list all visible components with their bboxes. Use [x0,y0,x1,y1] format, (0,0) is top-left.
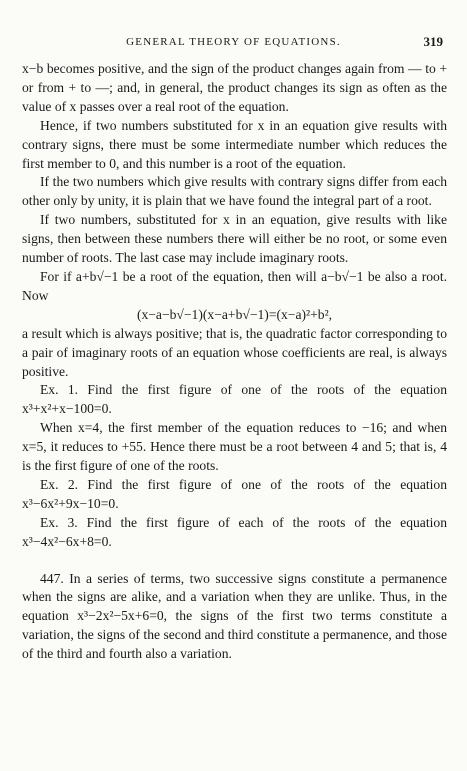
page-number: 319 [423,34,443,49]
page-header [0,34,467,52]
paragraph-contrary-signs: Hence, if two numbers substituted for x in an equation give results with contrary signs, there must be some intermediate number which reduces the first member to 0, and this number is a root of the equation. [22,117,447,171]
section-447: 447. In a series of terms, two successive signs constitute a permanence when the signs are alike, and a variation when they are unlike. Thus, in the equation x³−2x²−5x+6=0, the signs of the first two terms constitute a variation, the signs of the second and third constitute a permanence, and those of the third and fourth also a variation. [22,570,447,662]
example-1: Ex. 1. Find the first figure of one of the roots of the equation x³+x²+x−100=0. [22,382,447,417]
example-1-solution: When x=4, the first member of the equation reduces to −16; and when x=5, it reduces to +55. Hence there must be a root between 4 and 5; that is, 4 is the first figure of one of the roots. [22,420,447,474]
section-gap [22,552,447,570]
page-body [22,60,447,664]
running-head: GENERAL THEORY OF EQUATIONS. [126,36,341,48]
quadratic-factor-equation: (x−a−b√−1)(x−a+b√−1)=(x−a)²+b², [136,306,333,322]
paragraph-always-positive: a result which is always positive; that is, the quadratic factor corresponding to a pair of imaginary roots of an equation whose coefficients are real, is always positive. [22,325,447,379]
example-3: Ex. 3. Find the first figure of each of the roots of the equation x³−4x²−6x+8=0. [22,514,447,549]
example-2: Ex. 2. Find the first figure of one of the roots of the equation x³−6x²+9x−10=0. [22,476,447,511]
paragraph-like-signs: If two numbers, substituted for x in an equation, give results with like signs, then between these numbers there will either be no root, or some even number of roots. The last case may include imaginary roots. [22,212,447,266]
paragraph-integral-part: If the two numbers which give results with contrary signs differ from each other only by unity, it is plain that we have found the integral part of a root. [22,174,447,209]
paragraph-product-sign: x−b becomes positive, and the sign of the product changes again from — to + or from + to —; and, in general, the product changes its sign as often as the value of x passes over a real root of the equation. [22,61,447,114]
paragraph-imaginary-root: For if a+b√−1 be a root of the equation, then will a−b√−1 be also a root. Now [22,268,447,303]
